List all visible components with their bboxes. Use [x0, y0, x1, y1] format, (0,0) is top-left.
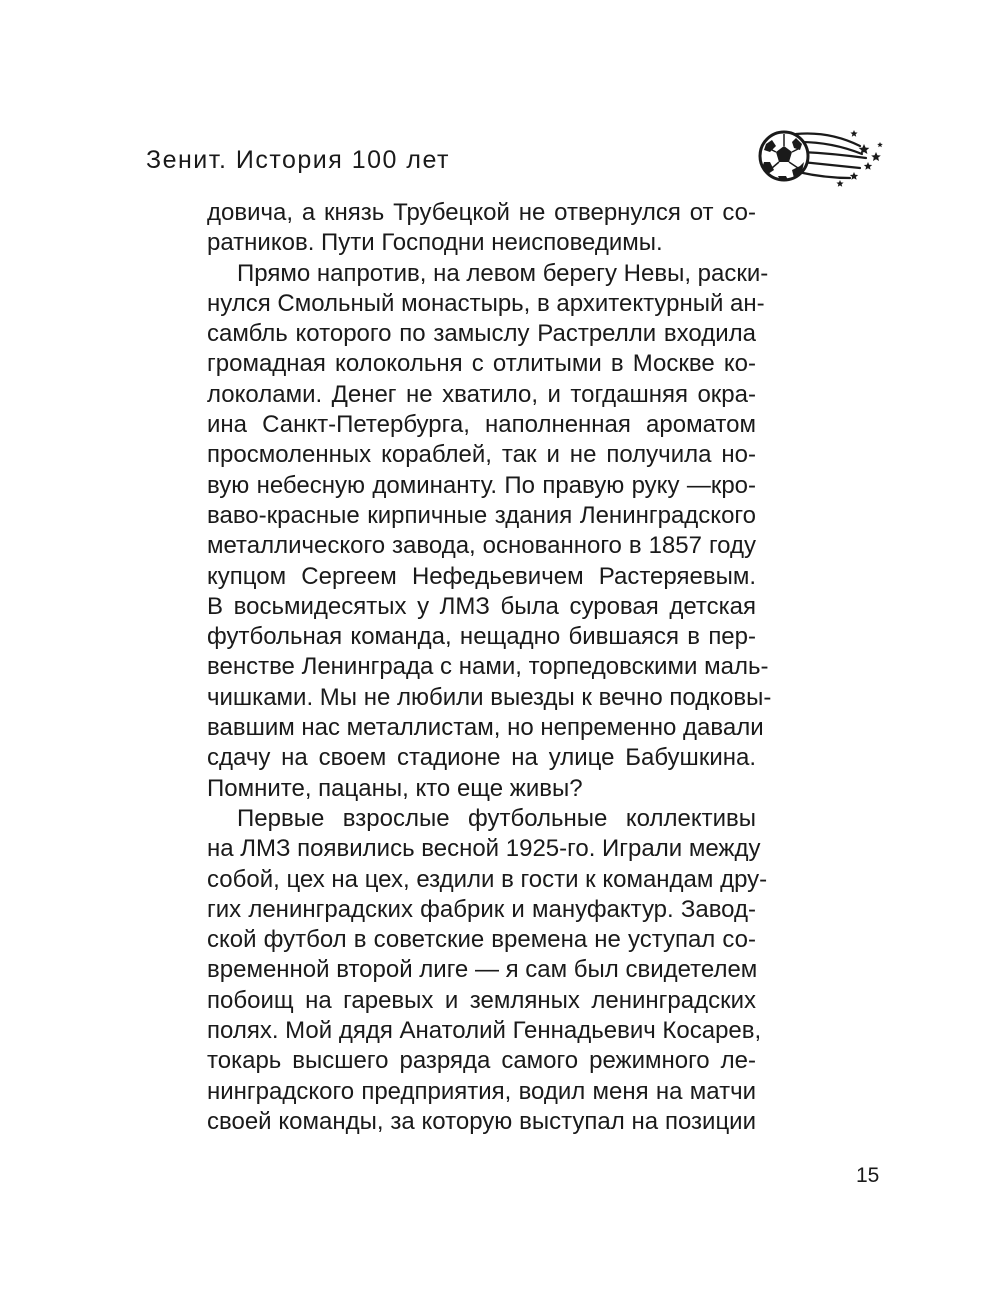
text-line: купцом Сергеем Нефедьевичем Растеряевым.: [207, 562, 756, 590]
paragraph-2: [207, 259, 772, 804]
text-line: просмоленных кораблей, так и не получила но-: [207, 441, 756, 469]
text-line: вую небесную доминанту. По правую руку —кро-: [207, 471, 756, 499]
text-line: громадная колокольня с отлитыми в Москве ко-: [207, 350, 756, 378]
text-line: довича, а князь Трубецкой не отвернулся от со-: [207, 199, 756, 226]
text-line: своей команды, за которую выступал на позиции: [207, 1107, 756, 1135]
text-line: чишками. Мы не любили выезды к вечно подковы-: [207, 683, 772, 711]
text-line: временной второй лиге — я сам был свидетелем: [207, 956, 758, 984]
paragraph-3: [207, 804, 768, 1137]
text-line: футбольная команда, нещадно бившаяся в пер-: [207, 623, 756, 651]
text-line: Помните, пацаны, кто еще живы?: [207, 774, 583, 802]
text-line: сдачу на своем стадионе на улице Бабушкина.: [207, 744, 756, 772]
running-title: Зенит. История 100 лет: [146, 146, 451, 174]
text-line: ина Санкт-Петербурга, наполненная ароматом: [207, 411, 756, 439]
text-line: гих ленинградских фабрик и мануфактур. Завод-: [207, 895, 756, 923]
text-line: вавшим нас металлистам, но непременно давали: [207, 714, 764, 742]
text-line: на ЛМЗ появились весной 1925-го. Играли между: [207, 835, 761, 863]
text-line: ваво-красные кирпичные здания Ленинградского: [207, 501, 756, 529]
text-line: побоищ на гаревых и земляных ленинградских: [207, 986, 756, 1014]
text-line: собой, цех на цех, ездили в гости к командам дру-: [207, 865, 768, 893]
text-line: полях. Мой дядя Анатолий Геннадьевич Косарев,: [207, 1017, 762, 1045]
text-line: венстве Ленинграда с нами, торпедовскими маль-: [207, 653, 769, 681]
text-line: нинградского предприятия, водил меня на матчи: [207, 1077, 756, 1105]
text-line: металлического завода, основанного в 1857 году: [207, 532, 756, 560]
text-line: ратников. Пути Господни неисповедимы.: [207, 229, 663, 257]
paragraph-1: [207, 198, 756, 259]
text-line: Первые взрослые футбольные коллективы: [237, 804, 756, 832]
text-line: ской футбол в советские времена не уступал со-: [207, 926, 756, 954]
text-line: самбль которого по замыслу Растрелли входила: [207, 320, 756, 348]
text-line: В восьмидесятых у ЛМЗ была суровая детская: [207, 592, 756, 620]
text-line: Прямо напротив, на левом берегу Невы, раски-: [237, 259, 769, 287]
page-number: 15: [856, 1164, 880, 1187]
text-line: токарь высшего разряда самого режимного ле-: [207, 1047, 756, 1075]
football-comet-icon: [756, 122, 884, 194]
body-text: [207, 198, 772, 1137]
text-line: локолами. Денег не хватило, и тогдашняя окра-: [207, 380, 756, 408]
text-line: нулся Смольный монастырь, в архитектурный ан-: [207, 289, 765, 317]
